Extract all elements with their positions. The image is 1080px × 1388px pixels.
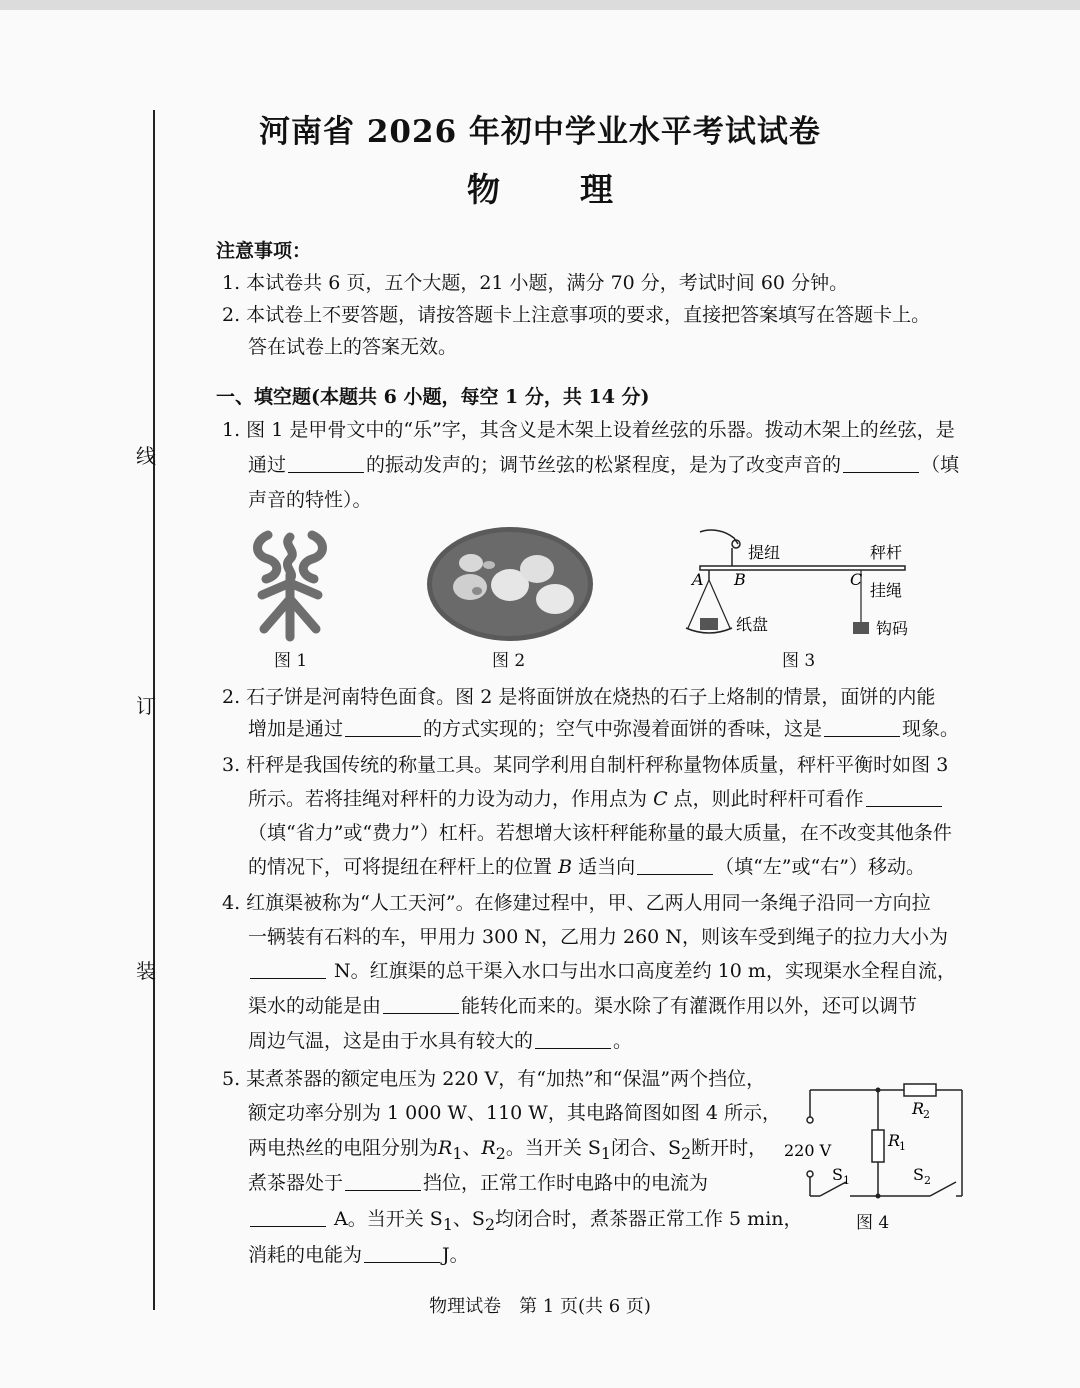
q1-line-1: 1. 图 1 是甲骨文中的“乐”字，其含义是木架上设着丝弦的乐器。拨动木架上的丝弦，是 [222, 419, 955, 441]
answer-blank [637, 856, 713, 875]
fig4-r1-sub: 1 [899, 1140, 906, 1153]
figure-2-caption: 图 2 [492, 651, 526, 671]
q5-line-5: A。当开关 $S_1$、$S_2$均闭合时，煮茶器正常工作 5 min， [248, 1206, 803, 1238]
figure-1-oracle-character [250, 525, 330, 643]
notice-heading: 注意事项： [216, 240, 312, 262]
answer-blank [250, 960, 326, 979]
exam-subject: 物理 [467, 170, 693, 209]
notice-item-2: 2. 本试卷上不要答题，请按答题卡上注意事项的要求，直接把答案填写在答题卡上。 [222, 304, 931, 326]
q3-line-1: 3. 杆秤是我国传统的称量工具。某同学利用自制杆秤称量物体质量，秤杆平衡时如图 3 [222, 754, 949, 776]
fig4-s1-sub: 1 [843, 1174, 850, 1187]
fig3-label-guasheng: 挂绳 [870, 581, 903, 600]
figure-4-caption: 图 4 [856, 1213, 890, 1233]
figure-3-caption: 图 3 [782, 651, 816, 671]
page-footer: 物理试卷 第 1 页(共 6 页) [429, 1296, 651, 1317]
section-1-heading: 一、填空题(本题共 6 小题，每空 1 分，共 14 分) [216, 386, 650, 408]
answer-blank [345, 1172, 421, 1191]
answer-blank [345, 718, 421, 737]
q5-line-2: 额定功率分别为 1 000 W、110 W，其电路简图如图 4 所示， [248, 1102, 782, 1124]
q5-line-4: 煮茶器处于 挡位，正常工作时电路中的电流为 [248, 1172, 709, 1194]
figure-1-caption: 图 1 [274, 651, 308, 671]
binding-mark-zhuang: 装 [136, 959, 156, 983]
binding-mark-xian: 线 [136, 444, 156, 468]
notice-item-2-cont: 答在试卷上的答案无效。 [248, 336, 458, 358]
q4-line-5: 周边气温，这是由于水具有较大的 。 [248, 1030, 633, 1052]
fig3-label-c: C [850, 570, 863, 589]
fig3-label-chenggan: 秤杆 [870, 543, 903, 562]
fig4-voltage: 220 V [784, 1141, 832, 1160]
fig4-r2-sub: 2 [923, 1108, 930, 1121]
fig3-label-b: B [734, 570, 746, 589]
q3-line-2: 所示。若将挂绳对秤杆的力设为动力，作用点为 C 点，则此时秤杆可看作 [248, 786, 944, 812]
q3-line-3: （填“省力”或“费力”）杠杆。若想增大该杆秤能称量的最大质量，在不改变其他条件 [248, 822, 952, 844]
answer-blank [288, 454, 364, 473]
figure-3-steelyard [680, 522, 920, 642]
fig4-r1: R [888, 1131, 901, 1150]
exam-title: 河南省 2026 年初中学业水平考试试卷 [259, 114, 821, 150]
fig3-label-tizu: 提纽 [748, 543, 781, 562]
q1-line-2: 通过 的振动发声的；调节丝弦的松紧程度，是为了改变声音的 （填 [248, 454, 960, 476]
answer-blank [250, 1208, 326, 1227]
figure-4-circuit [780, 1076, 980, 1206]
answer-blank [535, 1030, 611, 1049]
fig3-label-zhipan: 纸盘 [736, 615, 769, 634]
q2-line-2: 增加是通过 的方式实现的；空气中弥漫着面饼的香味，这是 现象。 [248, 718, 960, 740]
answer-blank [383, 995, 459, 1014]
top-scan-band [0, 0, 1080, 10]
q5-line-3: 两电热丝的电阻分别为$R_1$、$R_2$。当开关 $S_1$闭合、$S_2$断开时， [248, 1137, 768, 1163]
q4-line-3: N。红旗渠的总干渠入水口与出水口高度差约 10 m，实现渠水全程自流， [248, 958, 956, 984]
fig3-label-a: A [692, 570, 704, 589]
answer-blank [843, 454, 919, 473]
q2-line-1: 2. 石子饼是河南特色面食。图 2 是将面饼放在烧热的石子上烙制的情景，面饼的内能 [222, 686, 936, 708]
q5-line-6: 消耗的电能为 J。 [248, 1244, 469, 1266]
q4-line-2: 一辆装有石料的车，甲用力 300 N，乙用力 260 N，则该车受到绳子的拉力大小为 [248, 926, 948, 948]
figure-2-stone-cake [425, 525, 595, 643]
binding-mark-ding: 订 [136, 694, 156, 718]
notice-item-1: 1. 本试卷共 6 页，五个大题，21 小题，满分 70 分，考试时间 60 分钟。 [222, 272, 849, 294]
fig4-s1: S [832, 1165, 843, 1184]
fig4-s2-sub: 2 [924, 1174, 931, 1187]
answer-blank [364, 1244, 440, 1263]
q5-line-1: 5. 某煮茶器的额定电压为 220 V，有“加热”和“保温”两个挡位， [222, 1068, 766, 1090]
q4-line-4: 渠水的动能是由 能转化而来的。渠水除了有灌溉作用以外，还可以调节 [248, 995, 918, 1017]
q4-line-1: 4. 红旗渠被称为“人工天河”。在修建过程中，甲、乙两人用同一条绳子沿同一方向拉 [222, 892, 931, 914]
answer-blank [824, 718, 900, 737]
fig4-s2: S [913, 1165, 924, 1184]
fig4-r2: R [912, 1099, 925, 1118]
q1-line-3: 声音的特性）。 [248, 489, 372, 511]
fig3-label-gouma: 钩码 [876, 619, 909, 638]
answer-blank [866, 788, 942, 807]
q3-line-4: 的情况下，可将提纽在秤杆上的位置 B 适当向 （填“左”或“右”）移动。 [248, 856, 925, 878]
